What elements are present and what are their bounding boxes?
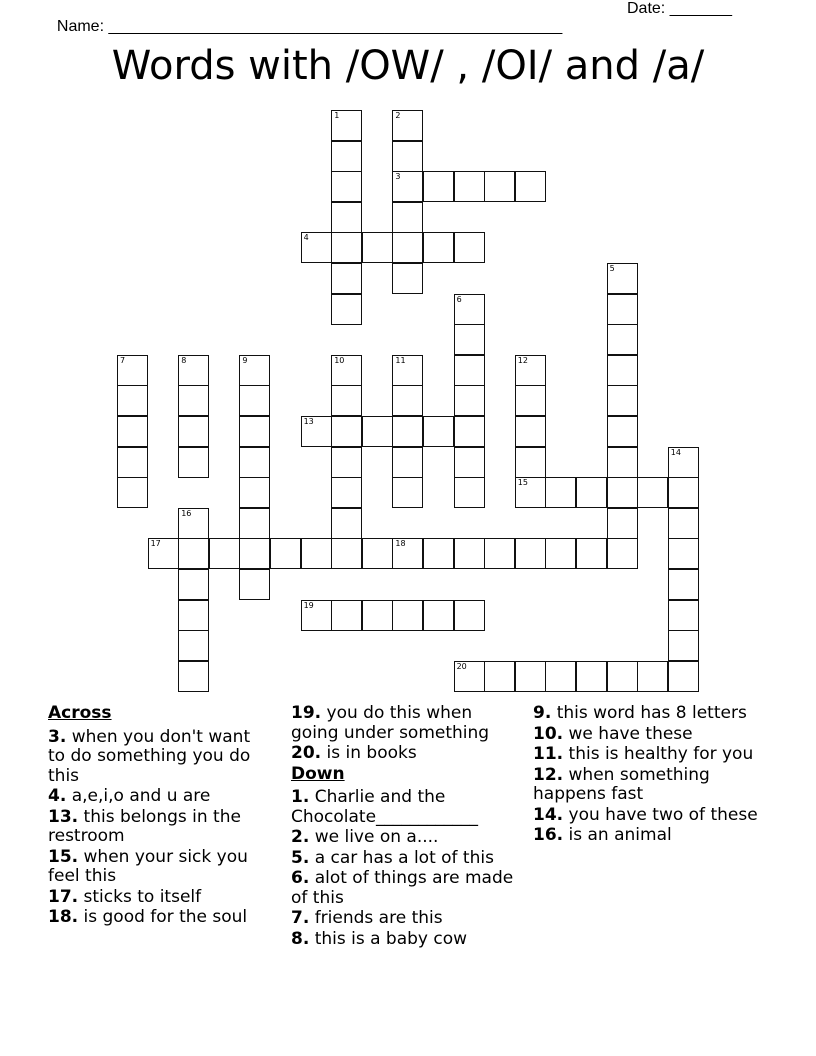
grid-cell[interactable] <box>392 600 423 631</box>
grid-cell[interactable] <box>239 355 270 386</box>
clue-num: 2. <box>291 827 310 847</box>
grid-cell[interactable] <box>392 263 423 294</box>
clue-num: 14. <box>533 804 564 825</box>
across-heading: Across <box>48 703 112 723</box>
clue-num: 17. <box>48 886 79 907</box>
grid-cell[interactable] <box>362 538 393 569</box>
grid-cell[interactable] <box>454 294 485 325</box>
grid-cell[interactable] <box>301 232 332 263</box>
down-list-continued <box>533 704 763 846</box>
clue-number: 14 <box>670 447 681 457</box>
clue-text: is in books <box>321 743 417 763</box>
across-clue <box>291 704 516 743</box>
clue-number: 19 <box>303 600 314 610</box>
grid-cell[interactable] <box>423 416 454 447</box>
grid-cell[interactable] <box>178 385 209 416</box>
grid-cell[interactable] <box>484 171 515 202</box>
grid-cell[interactable] <box>392 171 423 202</box>
clue-text: this is healthy for you <box>563 744 754 764</box>
grid-cell[interactable] <box>545 661 576 692</box>
clue-num: 6. <box>291 868 310 888</box>
grid-cell[interactable] <box>178 355 209 386</box>
grid-cell[interactable] <box>515 477 546 508</box>
across-clue <box>48 888 268 908</box>
grid-cell[interactable] <box>331 294 362 325</box>
grid-cell[interactable] <box>362 232 393 263</box>
clue-text: we live on a.... <box>309 827 439 847</box>
clue-num: 5. <box>291 847 310 868</box>
grid-cell[interactable] <box>239 477 270 508</box>
grid-cell[interactable] <box>607 416 638 447</box>
grid-cell[interactable] <box>178 661 209 692</box>
grid-cell[interactable] <box>484 538 515 569</box>
grid-cell[interactable] <box>392 416 423 447</box>
grid-cell[interactable] <box>331 171 362 202</box>
clue-num: 16. <box>533 825 564 845</box>
grid-cell[interactable] <box>117 355 148 386</box>
grid-cell[interactable] <box>515 538 546 569</box>
grid-cell[interactable] <box>331 477 362 508</box>
grid-cell[interactable] <box>607 447 638 478</box>
clue-text: friends are this <box>309 908 443 928</box>
grid-cell[interactable] <box>668 508 699 539</box>
clue-number: 18 <box>395 539 406 549</box>
clue-num: 18. <box>48 907 79 927</box>
grid-cell[interactable] <box>392 202 423 233</box>
grid-cell[interactable] <box>178 600 209 631</box>
grid-cell[interactable] <box>668 447 699 478</box>
grid-cell[interactable] <box>362 600 393 631</box>
grid-cell[interactable] <box>331 508 362 539</box>
grid-cell[interactable] <box>607 355 638 386</box>
grid-cell[interactable] <box>301 538 332 569</box>
clue-column-2 <box>291 704 516 950</box>
grid-cell[interactable] <box>392 110 423 141</box>
clue-text: a,e,i,o and u are <box>66 786 211 806</box>
grid-cell[interactable] <box>607 263 638 294</box>
grid-cell[interactable] <box>454 538 485 569</box>
clue-num: 7. <box>291 908 310 928</box>
clue-number: 13 <box>303 417 314 426</box>
grid-cell[interactable] <box>576 538 607 569</box>
down-clue <box>533 745 763 765</box>
across-clue <box>48 848 268 887</box>
grid-cell[interactable] <box>178 630 209 661</box>
grid-cell[interactable] <box>239 447 270 478</box>
grid-cell[interactable] <box>454 355 485 386</box>
grid-cell[interactable] <box>637 661 668 692</box>
grid-cell[interactable] <box>362 416 393 447</box>
down-clue <box>291 828 516 848</box>
grid-cell[interactable] <box>545 477 576 508</box>
grid-cell[interactable] <box>607 477 638 508</box>
across-list <box>48 728 268 928</box>
grid-cell[interactable] <box>331 110 362 141</box>
grid-cell[interactable] <box>515 447 546 478</box>
down-clue <box>533 725 763 745</box>
clue-number: 20 <box>456 661 467 671</box>
grid-cell[interactable] <box>331 232 362 263</box>
grid-cell[interactable] <box>545 538 576 569</box>
clue-text: this word has 8 letters <box>551 703 747 723</box>
grid-cell[interactable] <box>423 232 454 263</box>
clue-text: we have these <box>563 723 693 744</box>
grid-cell[interactable] <box>331 141 362 172</box>
clue-num: 15. <box>48 846 79 867</box>
clue-num: 1. <box>291 787 310 807</box>
clue-number: 3 <box>395 172 401 182</box>
down-clue <box>533 766 763 805</box>
grid-cell[interactable] <box>668 477 699 508</box>
clue-num: 3. <box>48 726 67 747</box>
clue-number: 2 <box>395 111 401 120</box>
clue-number: 10 <box>334 355 345 365</box>
clue-number: 5 <box>609 264 615 273</box>
grid-cell[interactable] <box>515 661 546 692</box>
grid-cell[interactable] <box>454 171 485 202</box>
grid-cell[interactable] <box>331 447 362 478</box>
grid-cell[interactable] <box>392 355 423 386</box>
grid-cell[interactable] <box>515 416 546 447</box>
down-clue <box>291 849 516 869</box>
grid-cell[interactable] <box>178 569 209 600</box>
grid-cell[interactable] <box>607 324 638 355</box>
grid-cell[interactable] <box>239 538 270 569</box>
clue-num: 9. <box>533 703 552 723</box>
grid-cell[interactable] <box>454 477 485 508</box>
clue-number: 4 <box>303 233 309 243</box>
grid-cell[interactable] <box>423 171 454 202</box>
grid-cell[interactable] <box>607 385 638 416</box>
grid-cell[interactable] <box>239 569 270 600</box>
down-heading: Down <box>291 763 345 784</box>
down-clue <box>291 788 516 827</box>
grid-cell[interactable] <box>668 569 699 600</box>
grid-cell[interactable] <box>117 477 148 508</box>
grid-cell[interactable] <box>454 232 485 263</box>
clue-num: 12. <box>533 764 564 785</box>
grid-cell[interactable] <box>117 385 148 416</box>
grid-cell[interactable] <box>668 661 699 692</box>
grid-cell[interactable] <box>454 416 485 447</box>
grid-cell[interactable] <box>668 600 699 631</box>
clue-number: 11 <box>395 355 406 365</box>
grid-cell[interactable] <box>239 385 270 416</box>
across-clue <box>48 787 268 807</box>
clue-num: 4. <box>48 786 67 806</box>
grid-cell[interactable] <box>331 263 362 294</box>
clue-number: 7 <box>120 355 126 365</box>
page-title: Words with /OW/ , /OI/ and /a/ <box>111 43 705 89</box>
across-list-continued <box>291 704 516 764</box>
clue-number: 12 <box>517 355 528 365</box>
clue-column-3 <box>533 704 763 847</box>
clue-text: when your sick you feel this <box>48 846 248 886</box>
across-clue <box>48 728 268 787</box>
grid-cell[interactable] <box>576 477 607 508</box>
grid-cell[interactable] <box>117 447 148 478</box>
grid-cell[interactable] <box>301 416 332 447</box>
grid-cell[interactable] <box>576 661 607 692</box>
clue-text: a car has a lot of this <box>309 847 494 868</box>
grid-cell[interactable] <box>331 202 362 233</box>
grid-cell[interactable] <box>178 538 209 569</box>
grid-cell[interactable] <box>392 385 423 416</box>
across-clue <box>48 808 268 847</box>
down-clue <box>533 806 763 826</box>
grid-cell[interactable] <box>331 416 362 447</box>
name-label: Name: ___________________________________________________ <box>56 18 563 35</box>
grid-cell[interactable] <box>178 416 209 447</box>
clue-text: when something happens fast <box>533 764 710 804</box>
grid-cell[interactable] <box>301 600 332 631</box>
clue-number: 9 <box>242 355 248 365</box>
grid-cell[interactable] <box>515 385 546 416</box>
clue-text: alot of things are made of this <box>291 868 514 908</box>
grid-cell[interactable] <box>117 416 148 447</box>
grid-cell[interactable] <box>392 447 423 478</box>
grid-cell[interactable] <box>331 538 362 569</box>
down-clue <box>291 930 516 950</box>
down-list <box>291 788 516 949</box>
grid-cell[interactable] <box>331 385 362 416</box>
grid-cell[interactable] <box>392 538 423 569</box>
clue-number: 16 <box>181 508 192 518</box>
across-clue <box>291 744 516 764</box>
grid-cell[interactable] <box>607 508 638 539</box>
grid-cell[interactable] <box>239 416 270 447</box>
grid-cell[interactable] <box>209 538 240 569</box>
clue-number: 1 <box>334 111 340 120</box>
grid-cell[interactable] <box>331 355 362 386</box>
clue-number: 8 <box>181 355 187 365</box>
grid-cell[interactable] <box>331 600 362 631</box>
clue-text: Charlie and the Chocolate____________ <box>291 787 479 827</box>
clue-num: 10. <box>533 723 564 744</box>
grid-cell[interactable] <box>454 385 485 416</box>
grid-cell[interactable] <box>454 447 485 478</box>
clue-text: when you don't want to do something you do this <box>48 726 251 786</box>
grid-cell[interactable] <box>454 324 485 355</box>
grid-cell[interactable] <box>607 538 638 569</box>
down-clue <box>533 826 763 846</box>
clue-text: you have two of these <box>563 804 758 825</box>
clue-column-1 <box>48 704 268 929</box>
clue-text: this is a baby cow <box>309 928 468 949</box>
clue-text: is an animal <box>563 825 672 845</box>
across-clue <box>48 908 268 928</box>
clue-text: is good for the soul <box>78 907 248 927</box>
clue-num: 19. <box>291 703 322 723</box>
grid-cell[interactable] <box>515 171 546 202</box>
grid-cell[interactable] <box>668 538 699 569</box>
grid-cell[interactable] <box>392 232 423 263</box>
grid-cell[interactable] <box>270 538 301 569</box>
grid-cell[interactable] <box>423 538 454 569</box>
grid-cell[interactable] <box>454 600 485 631</box>
clue-num: 13. <box>48 806 79 827</box>
clue-text: this belongs in the restroom <box>48 806 241 846</box>
down-clue <box>291 909 516 929</box>
grid-cell[interactable] <box>454 661 485 692</box>
grid-cell[interactable] <box>637 477 668 508</box>
down-clue <box>533 704 763 724</box>
clue-text: you do this when going under something <box>291 703 490 743</box>
clue-number: 15 <box>517 478 528 488</box>
grid-cell[interactable] <box>515 355 546 386</box>
grid-cell[interactable] <box>392 477 423 508</box>
clue-text: sticks to itself <box>78 886 202 907</box>
grid-cell[interactable] <box>668 630 699 661</box>
clue-num: 11. <box>533 744 564 764</box>
grid-cell[interactable] <box>148 538 179 569</box>
grid-cell[interactable] <box>178 508 209 539</box>
grid-cell[interactable] <box>607 294 638 325</box>
grid-cell[interactable] <box>239 508 270 539</box>
grid-cell[interactable] <box>392 141 423 172</box>
clue-number: 6 <box>456 294 462 304</box>
grid-cell[interactable] <box>484 661 515 692</box>
grid-cell[interactable] <box>607 661 638 692</box>
clue-num: 20. <box>291 743 322 763</box>
grid-cell[interactable] <box>178 447 209 478</box>
grid-cell[interactable] <box>423 600 454 631</box>
clue-num: 8. <box>291 928 310 949</box>
clue-number: 17 <box>150 539 161 549</box>
down-clue <box>291 869 516 908</box>
date-label: Date: _______ <box>627 0 732 17</box>
